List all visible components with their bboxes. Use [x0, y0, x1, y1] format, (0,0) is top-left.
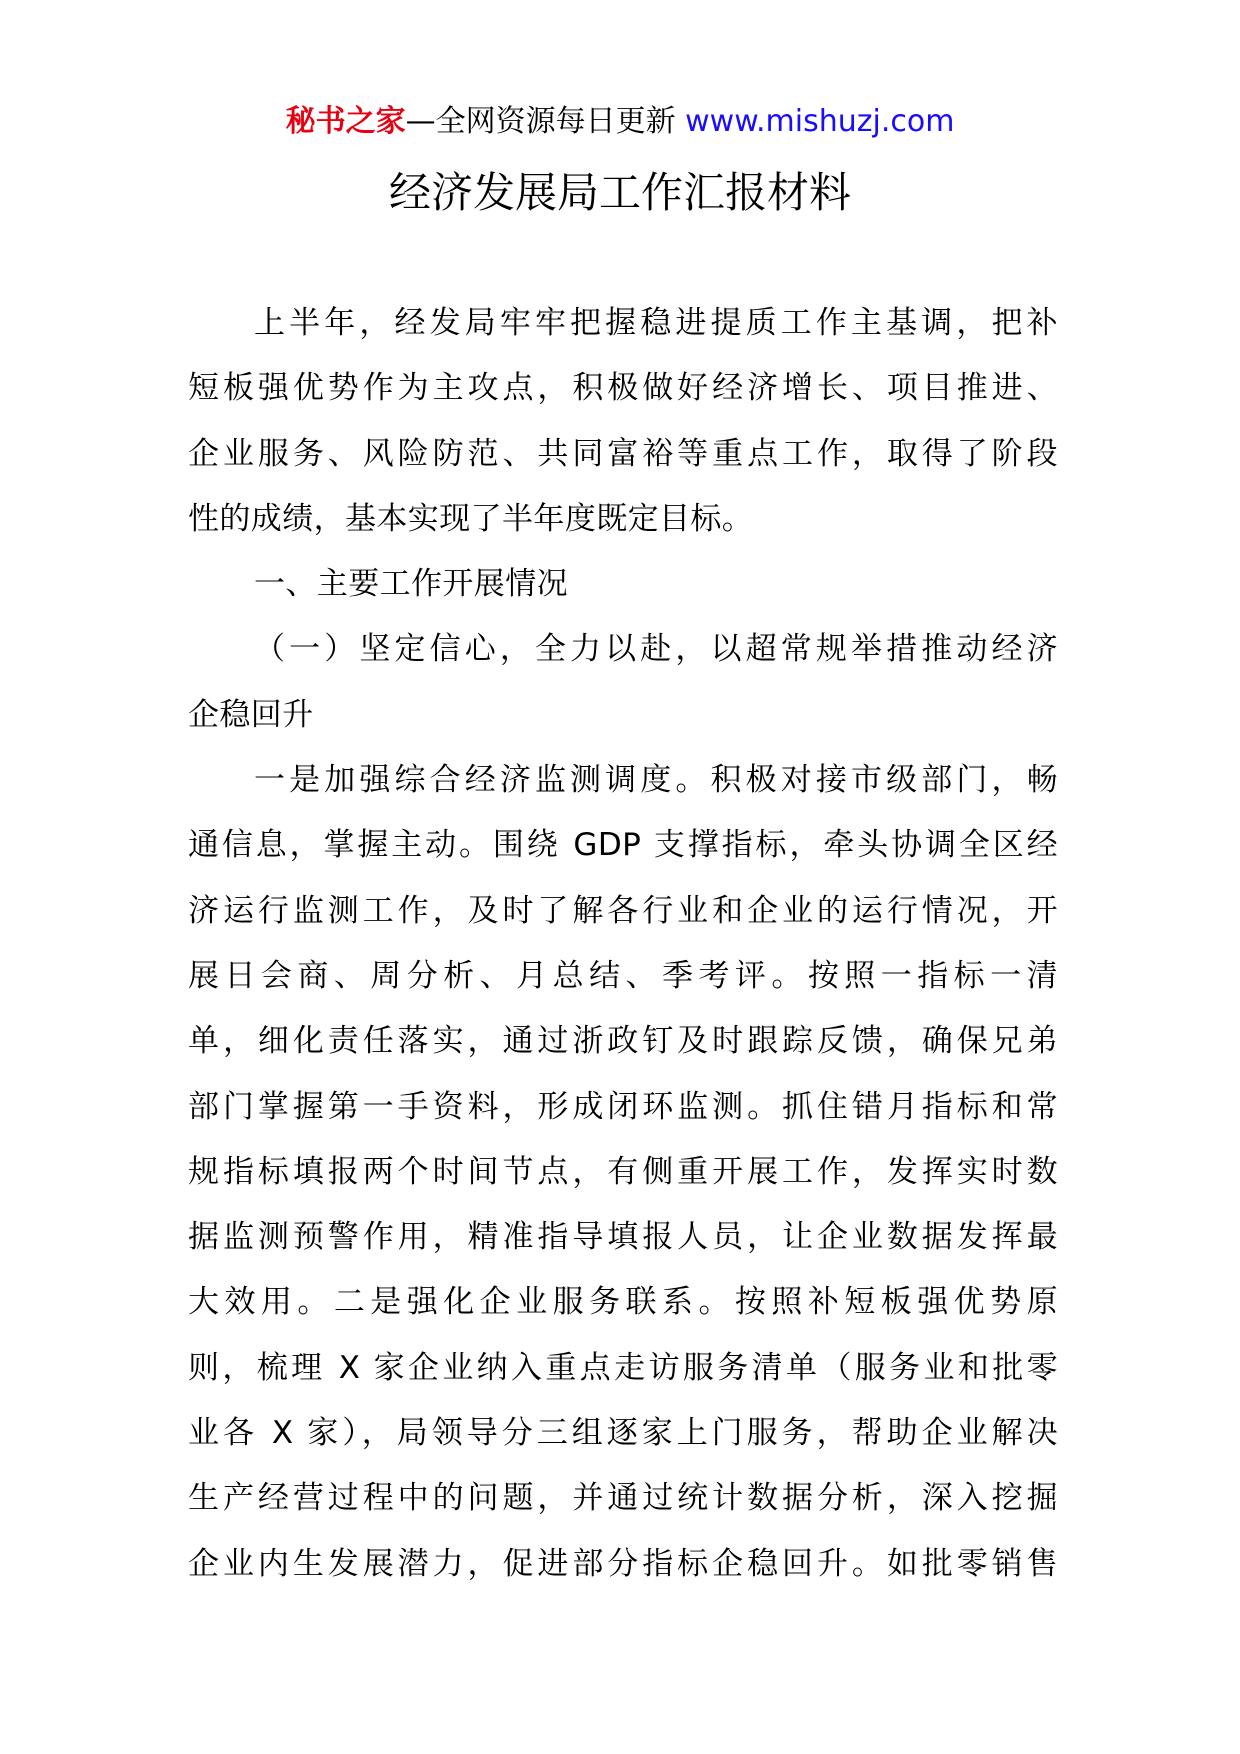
- body-line: 部门掌握第一手资料，形成闭环监测。抓住错月指标和常: [188, 1088, 1058, 1125]
- section-heading: 一、主要工作开展情况: [254, 566, 568, 603]
- body-line: 企业服务、风险防范、共同富裕等重点工作，取得了阶段: [188, 435, 1058, 472]
- body-line: 短板强优势作为主攻点，积极做好经济增长、项目推进、: [188, 370, 1058, 407]
- body-line: 大效用。二是强化企业服务联系。按照补短板强优势原: [188, 1284, 1058, 1321]
- body-line: 济运行监测工作，及时了解各行业和企业的运行情况，开: [188, 892, 1058, 929]
- body-line: 规指标填报两个时间节点，有侧重开展工作，发挥实时数: [188, 1153, 1058, 1190]
- body-line: 上半年，经发局牢牢把握稳进提质工作主基调，把补: [254, 305, 1058, 341]
- body-line: 据监测预警作用，精准指导填报人员，让企业数据发挥最: [188, 1219, 1058, 1256]
- body-line: 性的成绩，基本实现了半年度既定目标。: [188, 500, 754, 537]
- body-line: 则，梳理 X 家企业纳入重点走访服务清单（服务业和批零: [188, 1349, 1058, 1386]
- body-line: 业各 X 家），局领导分三组逐家上门服务，帮助企业解决: [188, 1415, 1058, 1452]
- body-line: 一是加强综合经济监测调度。积极对接市级部门，畅: [254, 762, 1058, 799]
- subsection-heading: （一）坚定信心，全力以赴，以超常规举措推动经济: [254, 631, 1058, 668]
- site-url-link[interactable]: www.mishuzj.com: [685, 104, 955, 139]
- body-line: 通信息，掌握主动。围绕 GDP 支撑指标，牵头协调全区经: [188, 827, 1058, 864]
- site-brand: 秘书之家: [285, 104, 406, 139]
- site-slogan: —全网资源每日更新: [405, 104, 686, 139]
- document-title: 经济发展局工作汇报材料: [388, 168, 851, 217]
- body-line: 生产经营过程中的问题，并通过统计数据分析，深入挖掘: [188, 1480, 1058, 1517]
- site-header: [0, 100, 1240, 144]
- body-line: 展日会商、周分析、月总结、季考评。按照一指标一清: [188, 957, 1058, 994]
- body-line: 单，细化责任落实，通过浙政钉及时跟踪反馈，确保兄弟: [188, 1023, 1058, 1060]
- document-body: [188, 291, 1058, 1597]
- subsection-heading-continued: 企稳回升: [188, 696, 314, 733]
- body-line: 企业内生发展潜力，促进部分指标企稳回升。如批零销售: [188, 1545, 1058, 1582]
